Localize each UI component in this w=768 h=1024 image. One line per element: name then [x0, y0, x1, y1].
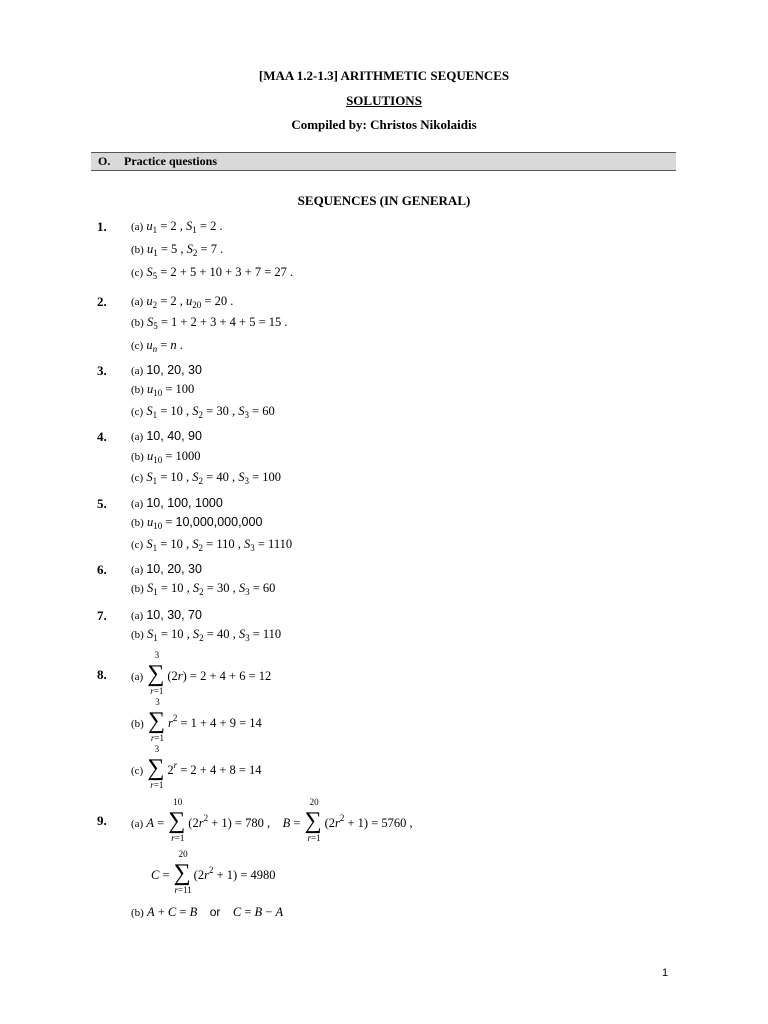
answer-text: 10, 40, 90: [146, 429, 202, 443]
part-label: (b): [131, 244, 144, 256]
part-label: (a): [131, 365, 144, 377]
q4-part-c: (c) $S_1 = 10$ , $S_2 = 40$ , $S_3 = 100$: [131, 470, 282, 486]
q6-part-b: (b) $S_1 = 10$ , $S_2 = 30$ , $S_3 = 60$: [131, 581, 276, 597]
q3-part-b: (b) $u_{10} = 100$: [131, 382, 195, 398]
part-label: (b): [131, 629, 144, 641]
answer-text: 10, 20, 30: [146, 363, 202, 377]
part-label: (b): [131, 451, 144, 463]
q4-part-b: (b) $u_{10} = 1000$: [131, 449, 201, 465]
q8-part-c: (c) 3 ∑ r=1 $2^r = 2 + 4 + 8 = 14$: [131, 744, 262, 790]
q8-part-b: (b) 3 ∑ r=1 $r^2 = 1 + 4 + 9 = 14$: [131, 697, 262, 743]
answer-text: 10, 100, 1000: [146, 496, 223, 510]
answer-text: 10, 20, 30: [146, 562, 202, 576]
summation-symbol: 10 ∑ r=1: [168, 797, 186, 843]
q5-part-c: (c) $S_1 = 10$ , $S_2 = 110$ , $S_3 = 1110$: [131, 537, 293, 553]
part-label: (b): [131, 384, 144, 396]
q2-part-c: (c) $u_n = n$ .: [131, 338, 183, 354]
document-author: Compiled by: Christos Nikolaidis: [291, 117, 477, 132]
part-label: (b): [131, 317, 144, 329]
part-label: (a): [131, 671, 144, 683]
q5-part-b: (b) $u_{10} = 10,000,000,000$: [131, 515, 263, 531]
question-number: 1.: [97, 219, 107, 234]
part-label: (b): [131, 718, 144, 730]
summation-symbol: 3 ∑ r=1: [147, 697, 166, 743]
document-subtitle: SOLUTIONS: [346, 93, 422, 108]
q1-part-b: (b) $u_1 = 5$ , $S_2 = 7$ .: [131, 242, 224, 258]
part-label: (b): [131, 907, 144, 919]
question-number: 3.: [97, 363, 107, 378]
question-number: 4.: [97, 429, 107, 444]
q2-part-b: (b) $S_5 = 1 + 2 + 3 + 4 + 5 = 15$ .: [131, 315, 288, 331]
part-label: (b): [131, 583, 144, 595]
q1-part-c: (c) $S_5 = 2 + 5 + 10 + 3 + 7 = 27$ .: [131, 265, 294, 281]
question-number: 9.: [97, 813, 107, 828]
q2-part-a: (a) $u_2 = 2$ , $u_{20} = 20$ .: [131, 294, 234, 310]
question-number: 7.: [97, 608, 107, 623]
q5-part-a: [131, 496, 223, 511]
subsection-title: SEQUENCES (IN GENERAL): [297, 193, 471, 208]
q6-part-a: [131, 562, 202, 577]
or-text: or: [209, 905, 221, 919]
question-number: 5.: [97, 496, 107, 511]
part-label: (a): [131, 818, 144, 830]
part-label: (a): [131, 498, 144, 510]
summation-symbol: 20 ∑ r=11: [173, 849, 192, 895]
summation-symbol: 20 ∑ r=1: [304, 797, 322, 843]
answer-text: 10,000,000,000: [175, 515, 263, 529]
part-label: (c): [131, 472, 144, 484]
q9-part-a-c: C = 20 ∑ r=11 $(2r^2 + 1) = 4980$: [151, 849, 276, 895]
q9-part-b: (b) A + C = B or C = B − A: [131, 905, 284, 919]
part-label: (c): [131, 765, 144, 777]
page-number: 1: [662, 967, 669, 979]
q7-part-b: (b) $S_1 = 10$ , $S_2 = 40$ , $S_3 = 110$: [131, 627, 282, 643]
section-number: O.: [98, 154, 111, 168]
part-label: (c): [131, 340, 144, 352]
answer-text: 10, 30, 70: [146, 608, 202, 622]
part-label: (a): [131, 610, 144, 622]
part-label: (a): [131, 296, 144, 308]
q1-part-a: (a) $u_1 = 2$ , $S_1 = 2$ .: [131, 219, 223, 235]
question-number: 8.: [97, 667, 107, 682]
section-title: Practice questions: [124, 154, 217, 168]
section-bar: [91, 152, 676, 171]
question-number: 6.: [97, 562, 107, 577]
part-label: (a): [131, 564, 144, 576]
part-label: (c): [131, 267, 144, 279]
q8-part-a: (a) 3 ∑ r=1 (2r) = 2 + 4 + 6 = 12: [131, 650, 272, 696]
summation-symbol: 3 ∑ r=1: [147, 650, 165, 696]
part-label: (c): [131, 406, 144, 418]
q3-part-c: (c) $S_1 = 10$ , $S_2 = 30$ , $S_3 = 60$: [131, 404, 275, 420]
question-number: 2.: [97, 294, 107, 309]
part-label: (a): [131, 431, 144, 443]
summation-symbol: 3 ∑ r=1: [147, 744, 165, 790]
q9-part-a: (a) A = 10 ∑ r=1 $(2r^2 + 1) = 780$ , B = 20 ∑ r=1 $(2r^2 + 1) = 5760$ ,: [131, 797, 413, 843]
part-label: (a): [131, 221, 144, 233]
q7-part-a: [131, 608, 202, 623]
q4-part-a: [131, 429, 202, 444]
part-label: (c): [131, 539, 144, 551]
q3-part-a: [131, 363, 202, 378]
document-title: [MAA 1.2-1.3] ARITHMETIC SEQUENCES: [258, 68, 510, 83]
part-label: (b): [131, 517, 144, 529]
